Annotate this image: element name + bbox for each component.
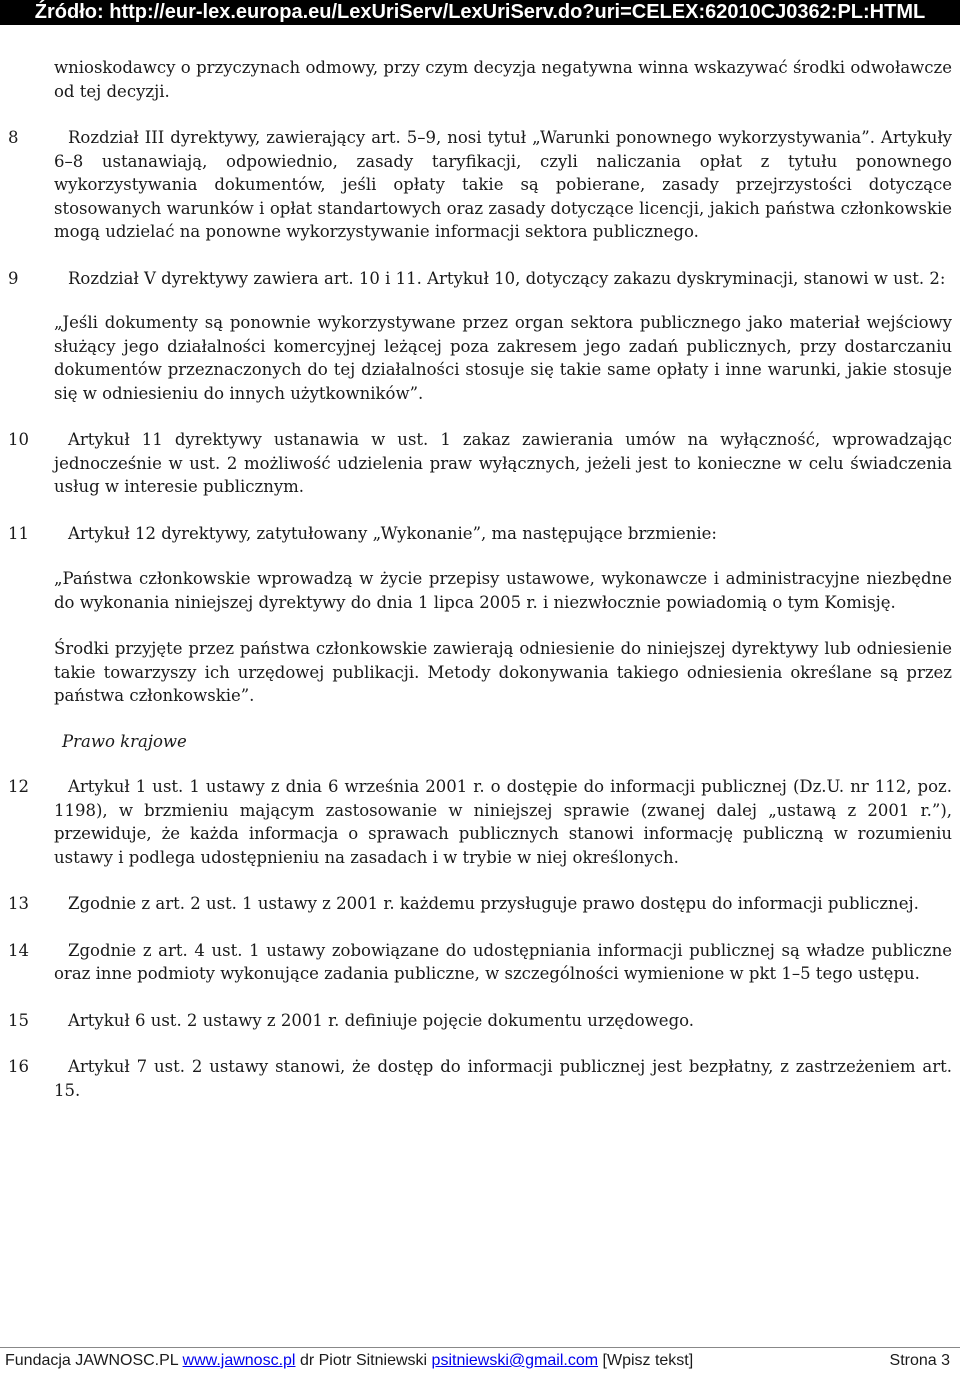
footer-email-link[interactable]: psitniewski@gmail.com xyxy=(431,1352,599,1369)
paragraph-8 xyxy=(8,126,952,244)
paragraph-number: 9 xyxy=(8,268,19,288)
paragraph-text: Artykuł 1 ust. 1 ustawy z dnia 6 września 2001 r. o dostępie do informacji publicznej (Dz.U. nr 112, poz. 1198), w brzmieniu mającym zastosowanie w niniejszej sprawie (zwanej dalej „ustawą z 2001 r.”), przewiduje, że każda informacja o sprawach publicznych stanowi informację publiczną w rozumieniu ustawy i podlega udostępnieniu na zasadach i w trybie w niej określonych. xyxy=(54,777,952,867)
paragraph-number: 10 xyxy=(8,430,29,449)
paragraph-number: 15 xyxy=(8,1010,29,1030)
paragraph-13 xyxy=(8,892,952,916)
quotation-art-10 xyxy=(8,311,952,405)
paragraph-number: 12 xyxy=(8,777,29,796)
heading-text: Prawo krajowe xyxy=(62,731,187,751)
paragraph-number: 16 xyxy=(8,1057,29,1076)
paragraph-continued xyxy=(8,56,952,103)
document-body xyxy=(8,56,952,1102)
quotation-text: „Państwa członkowskie wprowadzą w życie przepisy ustawowe, wykonawcze i administracyjne niezbędne do wykonania niniejszej dyrektywy do dnia 1 lipca 2005 r. i niezwłocznie powiadomią o tym Komisję. xyxy=(54,569,952,612)
paragraph-14 xyxy=(8,939,952,986)
paragraph-number: 8 xyxy=(8,128,19,147)
page-footer xyxy=(0,1347,960,1373)
paragraph-10 xyxy=(8,428,952,499)
paragraph-16 xyxy=(8,1055,952,1102)
paragraph-text: Artykuł 12 dyrektywy, zatytułowany „Wykonanie”, ma następujące brzmienie: xyxy=(68,523,717,543)
paragraph-9 xyxy=(8,267,952,291)
quotation-art-12-part2 xyxy=(8,637,952,708)
footer-placeholder: [Wpisz tekst] xyxy=(602,1352,694,1369)
source-url-text: Źródło: http://eur-lex.europa.eu/LexUriServ/LexUriServ.do?uri=CELEX:62010CJ0362:PL:HTML xyxy=(34,1,926,23)
quotation-text: „Jeśli dokumenty są ponownie wykorzystywane przez organ sektora publicznego jako materiał wejściowy służący jego działalności komercyjnej leżącej poza zakresem jego zadań publicznych, przy dostarczaniu dokumentów przeznaczonych do tej działalności stosuje się takie same opłaty i inne warunki, jakie stosuje się w odniesieniu do innych użytkowników”. xyxy=(54,313,952,403)
quotation-text: Środki przyjęte przez państwa członkowskie zawierają odniesienie do niniejszej dyrektywy lub odniesienie takie towarzyszy ich urzędowej publikacji. Metody dokonywania takiego odniesienia określane są przez państwa członkowskie”. xyxy=(54,639,952,705)
paragraph-text: Artykuł 6 ust. 2 ustawy z 2001 r. definiuje pojęcie dokumentu urzędowego. xyxy=(68,1010,695,1030)
section-heading xyxy=(8,730,952,754)
source-header xyxy=(0,0,960,25)
paragraph-11 xyxy=(8,522,952,546)
paragraph-text: Zgodnie z art. 2 ust. 1 ustawy z 2001 r. każdemu przysługuje prawo dostępu do informacji publicznej. xyxy=(68,894,919,913)
paragraph-number: 11 xyxy=(8,523,29,543)
paragraph-text: Artykuł 7 ust. 2 ustawy stanowi, że dostęp do informacji publicznej jest bezpłatny, z zastrzeżeniem art. 15. xyxy=(54,1057,952,1100)
page-number: Strona 3 xyxy=(889,1352,950,1369)
paragraph-text: Rozdział V dyrektywy zawiera art. 10 i 11. Artykuł 10, dotyczący zakazu dyskryminacji, stanowi w ust. 2: xyxy=(68,268,946,288)
paragraph-text: Artykuł 11 dyrektywy ustanawia w ust. 1 zakaz zawierania umów na wyłączność, wprowadzając jednocześnie w ust. 2 możliwość udzielenia praw wyłącznych, jeżeli jest to konieczne w celu świadczenia usług w interesie publicznym. xyxy=(54,430,952,496)
paragraph-text: Rozdział III dyrektywy, zawierający art. 5–9, nosi tytuł „Warunki ponownego wykorzystywania”. Artykuły 6–8 ustanawiają, odpowiednio, zasady taryfikacji, czyli naliczania opłat z tytułu ponownego wykorzystywania dokumentów, jeśli opłaty takie są pobierane, zasady przejrzystości dotyczące stosowanych warunków i opłat standartowych oraz zasady dotyczące licencji, jakich państwa członkowskie mogą udzielać na ponowne wykorzystywanie informacji sektora publicznego. xyxy=(54,128,952,241)
footer-author: dr Piotr Sitniewski xyxy=(299,1352,428,1369)
paragraph-number: 13 xyxy=(8,894,29,913)
paragraph-text: wnioskodawcy o przyczynach odmowy, przy czym decyzja negatywna winna wskazywać środki odwoławcze od tej decyzji. xyxy=(54,58,952,101)
paragraph-text: Zgodnie z art. 4 ust. 1 ustawy zobowiązane do udostępniania informacji publicznej są władze publiczne oraz inne podmioty wykonujące zadania publiczne, w szczególności wymienione w pkt 1–5 tego ustępu. xyxy=(54,940,952,983)
footer-org: Fundacja JAWNOSC.PL xyxy=(5,1352,179,1369)
footer-website-link[interactable]: www.jawnosc.pl xyxy=(182,1352,296,1369)
paragraph-15 xyxy=(8,1009,952,1033)
quotation-art-12-part1 xyxy=(8,567,952,614)
paragraph-12 xyxy=(8,775,952,869)
paragraph-number: 14 xyxy=(8,940,29,960)
